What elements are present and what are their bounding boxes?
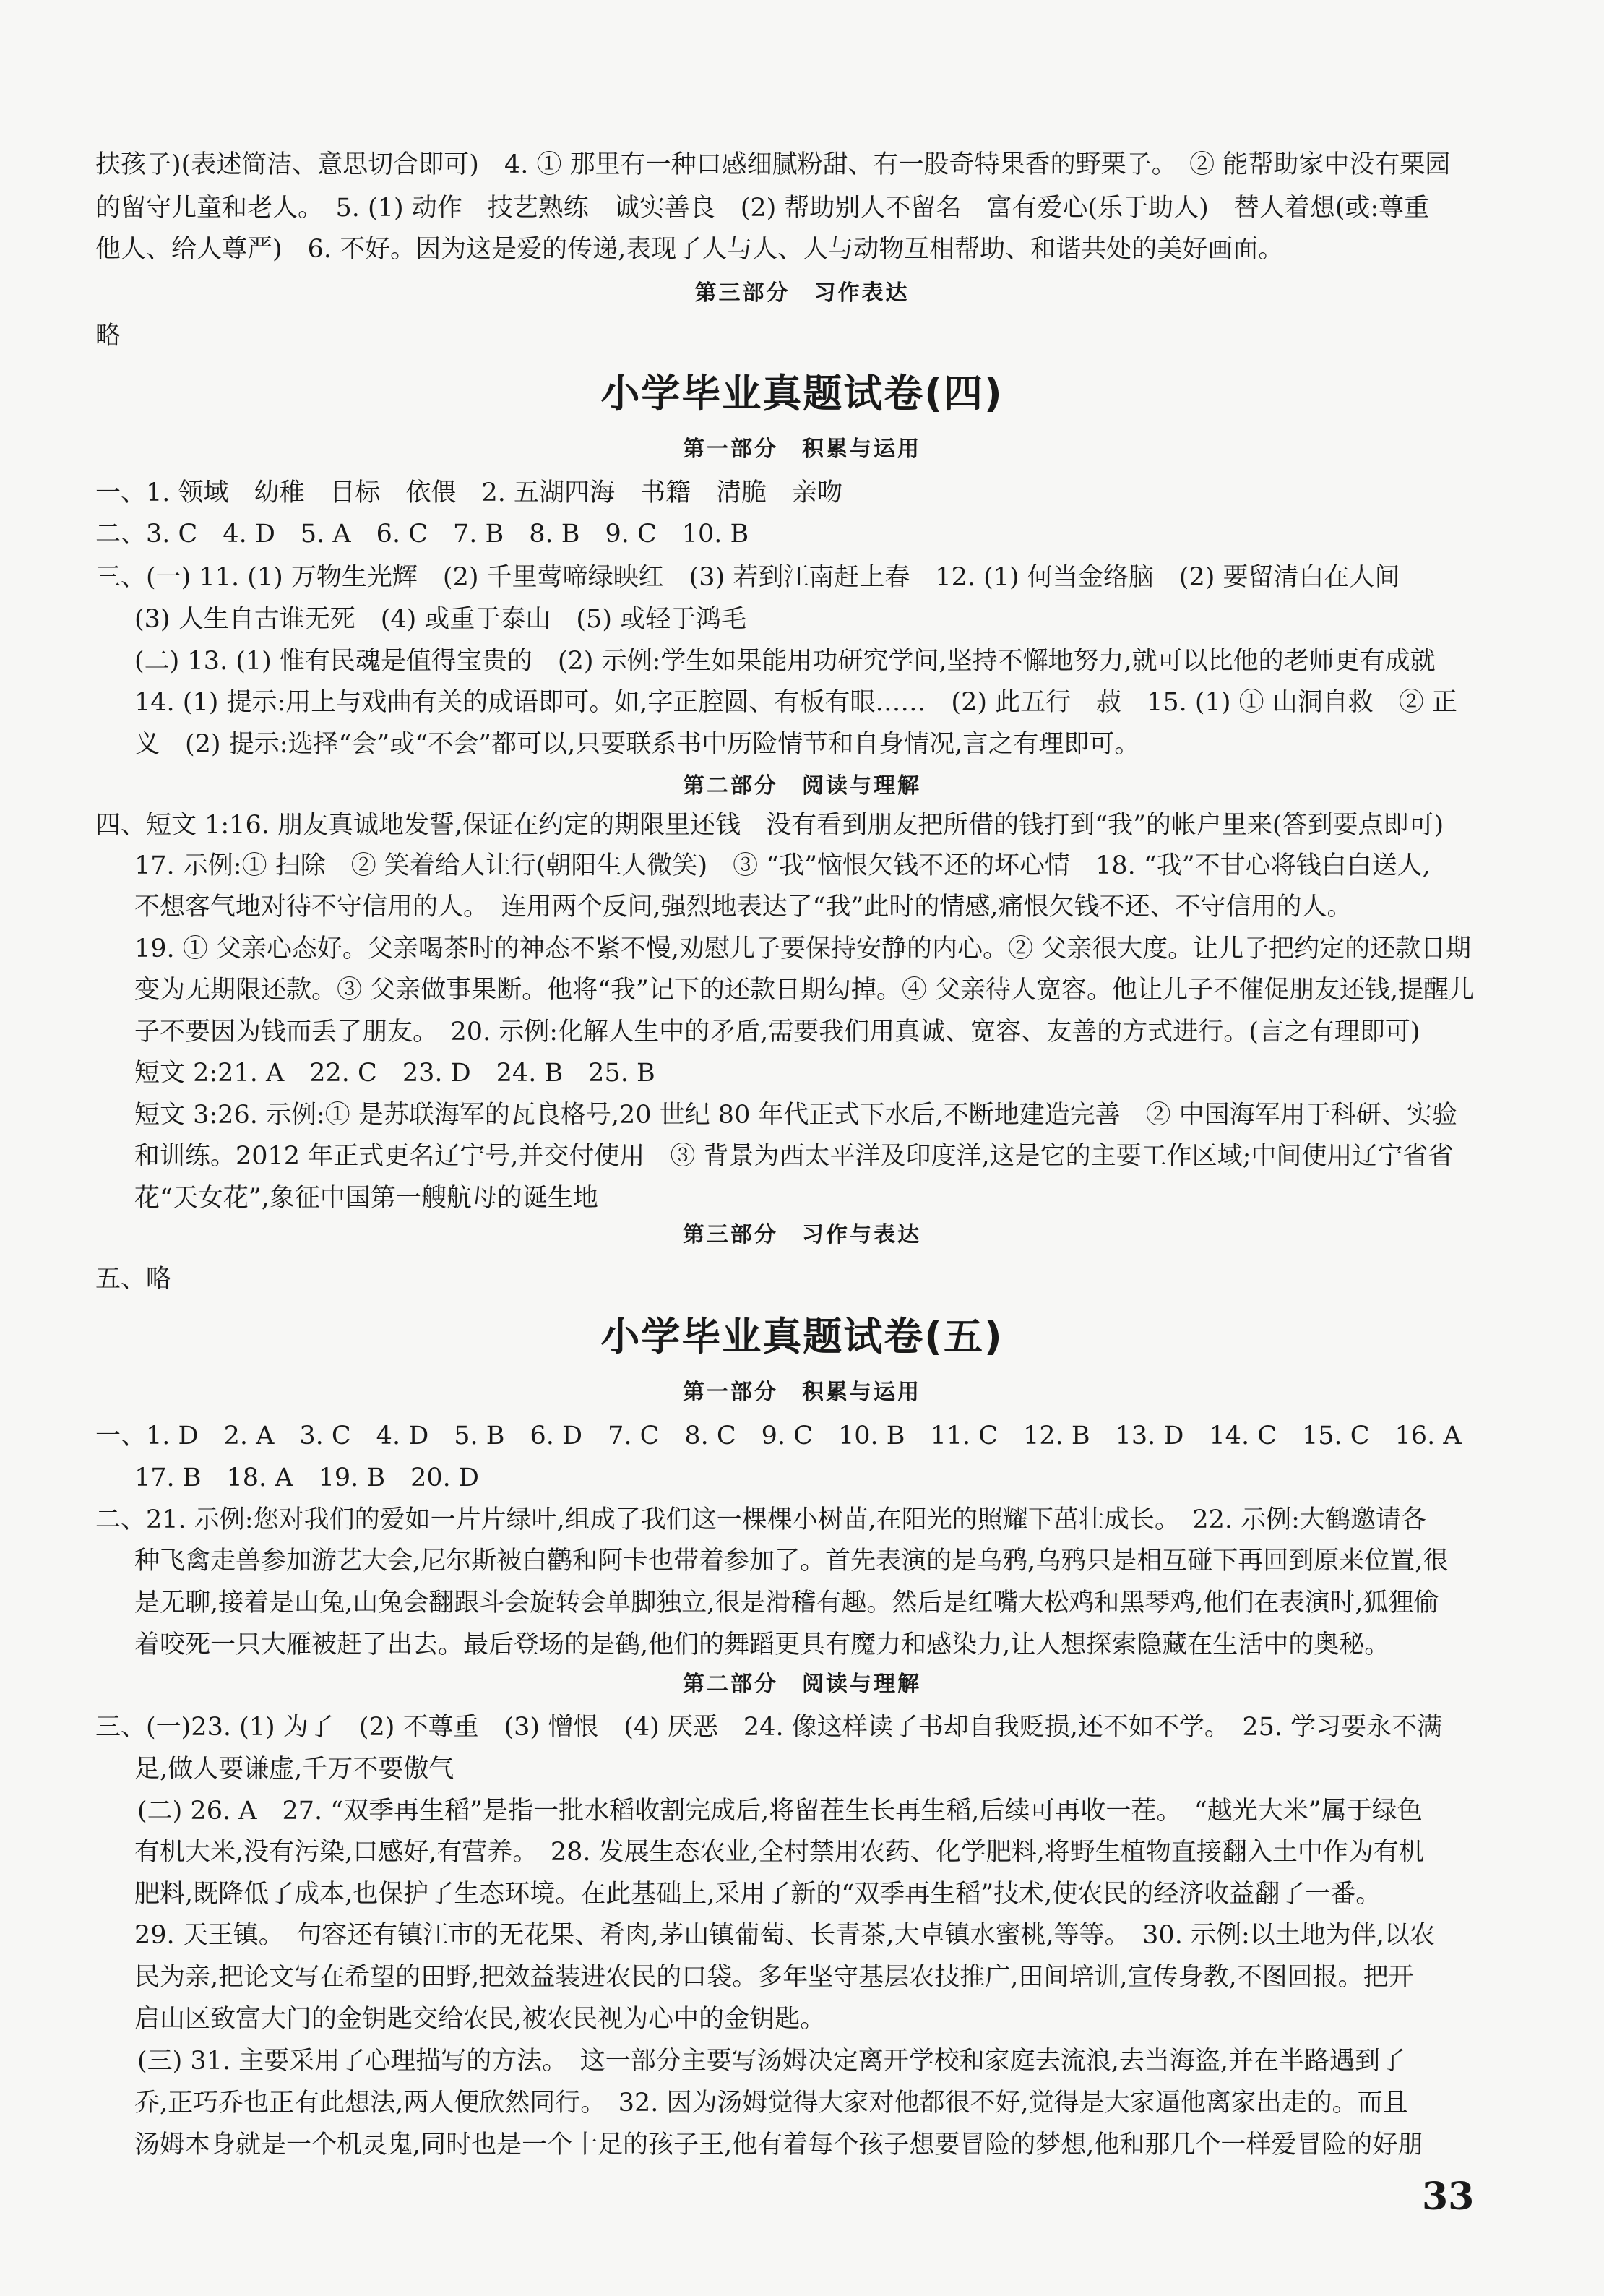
- text-line: 变为无期限还款。③ 父亲做事果断。他将“我”记下的还款日期勾掉。④ 父亲待人宽容。他让儿子不催促朋友还钱,提醒儿: [134, 976, 1475, 1005]
- text-line: 17. B 18. A 19. B 20. D: [134, 1463, 479, 1492]
- text-line: 的留守儿童和老人。 5. (1) 动作 技艺熟练 诚实善良 (2) 帮助别人不留名 富有爱心(乐于助人) 替人着想(或:尊重: [95, 194, 1430, 223]
- section-heading: 第三部分 习作表达: [694, 280, 910, 306]
- text-line: 一、1. 领域 幼稚 目标 依偎 2. 五湖四海 书籍 清脆 亲吻: [95, 478, 843, 507]
- text-line: 子不要因为钱而丢了朋友。 20. 示例:化解人生中的矛盾,需要我们用真诚、宽容、友善的方式进行。(言之有理即可): [134, 1018, 1420, 1046]
- text-line: 扶孩子)(表述简洁、意思切合即可) 4. ① 那里有一种口感细腻粉甜、有一股奇特果香的野栗子。 ② 能帮助家中没有栗园: [95, 150, 1451, 179]
- text-line: 短文 3:26. 示例:① 是苏联海军的瓦良格号,20 世纪 80 年代正式下水后,不断地建造完善 ② 中国海军用于科研、实验: [134, 1101, 1457, 1130]
- text-line: 他人、给人尊严) 6. 不好。因为这是爱的传递,表现了人与人、人与动物互相帮助、和谐共处的美好画面。: [95, 235, 1284, 264]
- text-line: 有机大米,没有污染,口感好,有营养。 28. 发展生态农业,全村禁用农药、化学肥料,将野生植物直接翻入土中作为有机: [134, 1838, 1424, 1867]
- text-line: 花“天女花”,象征中国第一艘航母的诞生地: [134, 1184, 598, 1213]
- text-line: 民为亲,把论文写在希望的田野,把效益装进农民的口袋。多年坚守基层农技推广,田间培训,宣传身教,不图回报。把开: [134, 1963, 1414, 1992]
- text-line: 四、短文 1:16. 朋友真诚地发誓,保证在约定的期限里还钱 没有看到朋友把所借的钱打到“我”的帐户里来(答到要点即可): [95, 811, 1444, 840]
- paper-title: 小学毕业真题试卷(五): [600, 1314, 1004, 1359]
- text-line: 着咬死一只大雁被赶了出去。最后登场的是鹤,他们的舞蹈更具有魔力和感染力,让人想探索隐藏在生活中的奥秘。: [134, 1630, 1390, 1659]
- text-line: (二) 26. A 27. “双季再生稻”是指一批水稻收割完成后,将留茬生长再生稻,后续可再收一茬。 “越光大米”属于绿色: [137, 1797, 1423, 1826]
- section-heading: 第二部分 阅读与理解: [683, 773, 921, 799]
- text-line: 二、3. C 4. D 5. A 6. C 7. B 8. B 9. C 10. B: [95, 520, 749, 549]
- section-heading: 第一部分 积累与运用: [683, 1380, 921, 1405]
- section-heading: 第一部分 积累与运用: [683, 437, 921, 462]
- text-line: 短文 2:21. A 22. C 23. D 24. B 25. B: [134, 1059, 655, 1088]
- page-number: 33: [1422, 2175, 1475, 2219]
- section-heading: 第二部分 阅读与理解: [683, 1672, 921, 1697]
- text-line: 是无聊,接着是山兔,山兔会翻跟斗会旋转会单脚独立,很是滑稽有趣。然后是红嘴大松鸡和黑琴鸡,他们在表演时,狐狸偷: [134, 1588, 1439, 1617]
- text-line: 14. (1) 提示:用上与戏曲有关的成语即可。如,字正腔圆、有板有眼…… (2) 此五行 菽 15. (1) ① 山洞自救 ② 正: [134, 688, 1457, 717]
- text-line: 五、略: [95, 1265, 172, 1294]
- paper-title: 小学毕业真题试卷(四): [600, 371, 1004, 416]
- text-line: 足,做人要谦虚,千万不要傲气: [134, 1755, 454, 1784]
- text-line: 29. 天王镇。 句容还有镇江市的无花果、肴肉,茅山镇葡萄、长青茶,大卓镇水蜜桃,等等。 30. 示例:以土地为伴,以农: [134, 1921, 1435, 1950]
- text-line: 启山区致富大门的金钥匙交给农民,被农民视为心中的金钥匙。: [134, 2005, 826, 2034]
- text-line: 不想客气地对待不守信用的人。 连用两个反问,强烈地表达了“我”此时的情感,痛恨欠钱不还、不守信用的人。: [134, 893, 1353, 921]
- text-line: (二) 13. (1) 惟有民魂是值得宝贵的 (2) 示例:学生如果能用功研究学问,坚持不懈地努力,就可以比他的老师更有成就: [134, 647, 1436, 676]
- text-line: 三、(一) 11. (1) 万物生光辉 (2) 千里莺啼绿映红 (3) 若到江南赶上春 12. (1) 何当金络脑 (2) 要留清白在人间: [95, 563, 1400, 592]
- text-line: 三、(一)23. (1) 为了 (2) 不尊重 (3) 憎恨 (4) 厌恶 24. 像这样读了书却自我贬损,还不如不学。 25. 学习要永不满: [95, 1713, 1443, 1742]
- text-line: 乔,正巧乔也正有此想法,两人便欣然同行。 32. 因为汤姆觉得大家对他都很不好,觉得是大家逼他离家出走的。而且: [134, 2089, 1408, 2117]
- text-line: 汤姆本身就是一个机灵鬼,同时也是一个十足的孩子王,他有着每个孩子想要冒险的梦想,他和那几个一样爱冒险的好朋: [134, 2131, 1423, 2159]
- section-heading: 第三部分 习作与表达: [683, 1222, 921, 1247]
- text-line: 一、1. D 2. A 3. C 4. D 5. B 6. D 7. C 8. C 9. C 10. B 11. C 12. B 13. D 14. C 15. C 16. A: [95, 1422, 1462, 1450]
- text-line: 义 (2) 提示:选择“会”或“不会”都可以,只要联系书中历险情节和自身情况,言之有理即可。: [134, 730, 1140, 759]
- text-line: 略: [95, 322, 121, 351]
- text-line: 种飞禽走兽参加游艺大会,尼尔斯被白鹳和阿卡也带着参加了。首先表演的是乌鸦,乌鸦只是相互碰下再回到原来位置,很: [134, 1547, 1449, 1575]
- text-line: 17. 示例:① 扫除 ② 笑着给人让行(朝阳生人微笑) ③ “我”恼恨欠钱不还的坏心情 18. “我”不甘心将钱白白送人,: [134, 851, 1431, 880]
- text-line: 二、21. 示例:您对我们的爱如一片片绿叶,组成了我们这一棵棵小树苗,在阳光的照耀下茁壮成长。 22. 示例:大鹤邀请各: [95, 1505, 1426, 1534]
- text-line: 和训练。2012 年正式更名辽宁号,并交付使用 ③ 背景为西太平洋及印度洋,这是它的主要工作区域;中间使用辽宁省省: [134, 1142, 1454, 1171]
- text-line: (三) 31. 主要采用了心理描写的方法。 这一部分主要写汤姆决定离开学校和家庭去流浪,去当海盗,并在半路遇到了: [137, 2047, 1405, 2076]
- text-line: 肥料,既降低了成本,也保护了生态环境。在此基础上,采用了新的“双季再生稻”技术,使农民的经济收益翻了一番。: [134, 1880, 1381, 1909]
- text-line: 19. ① 父亲心态好。父亲喝茶时的神态不紧不慢,劝慰儿子要保持安静的内心。② 父亲很大度。让儿子把约定的还款日期: [134, 934, 1472, 963]
- text-line: (3) 人生自古谁无死 (4) 或重于泰山 (5) 或轻于鸿毛: [134, 605, 747, 634]
